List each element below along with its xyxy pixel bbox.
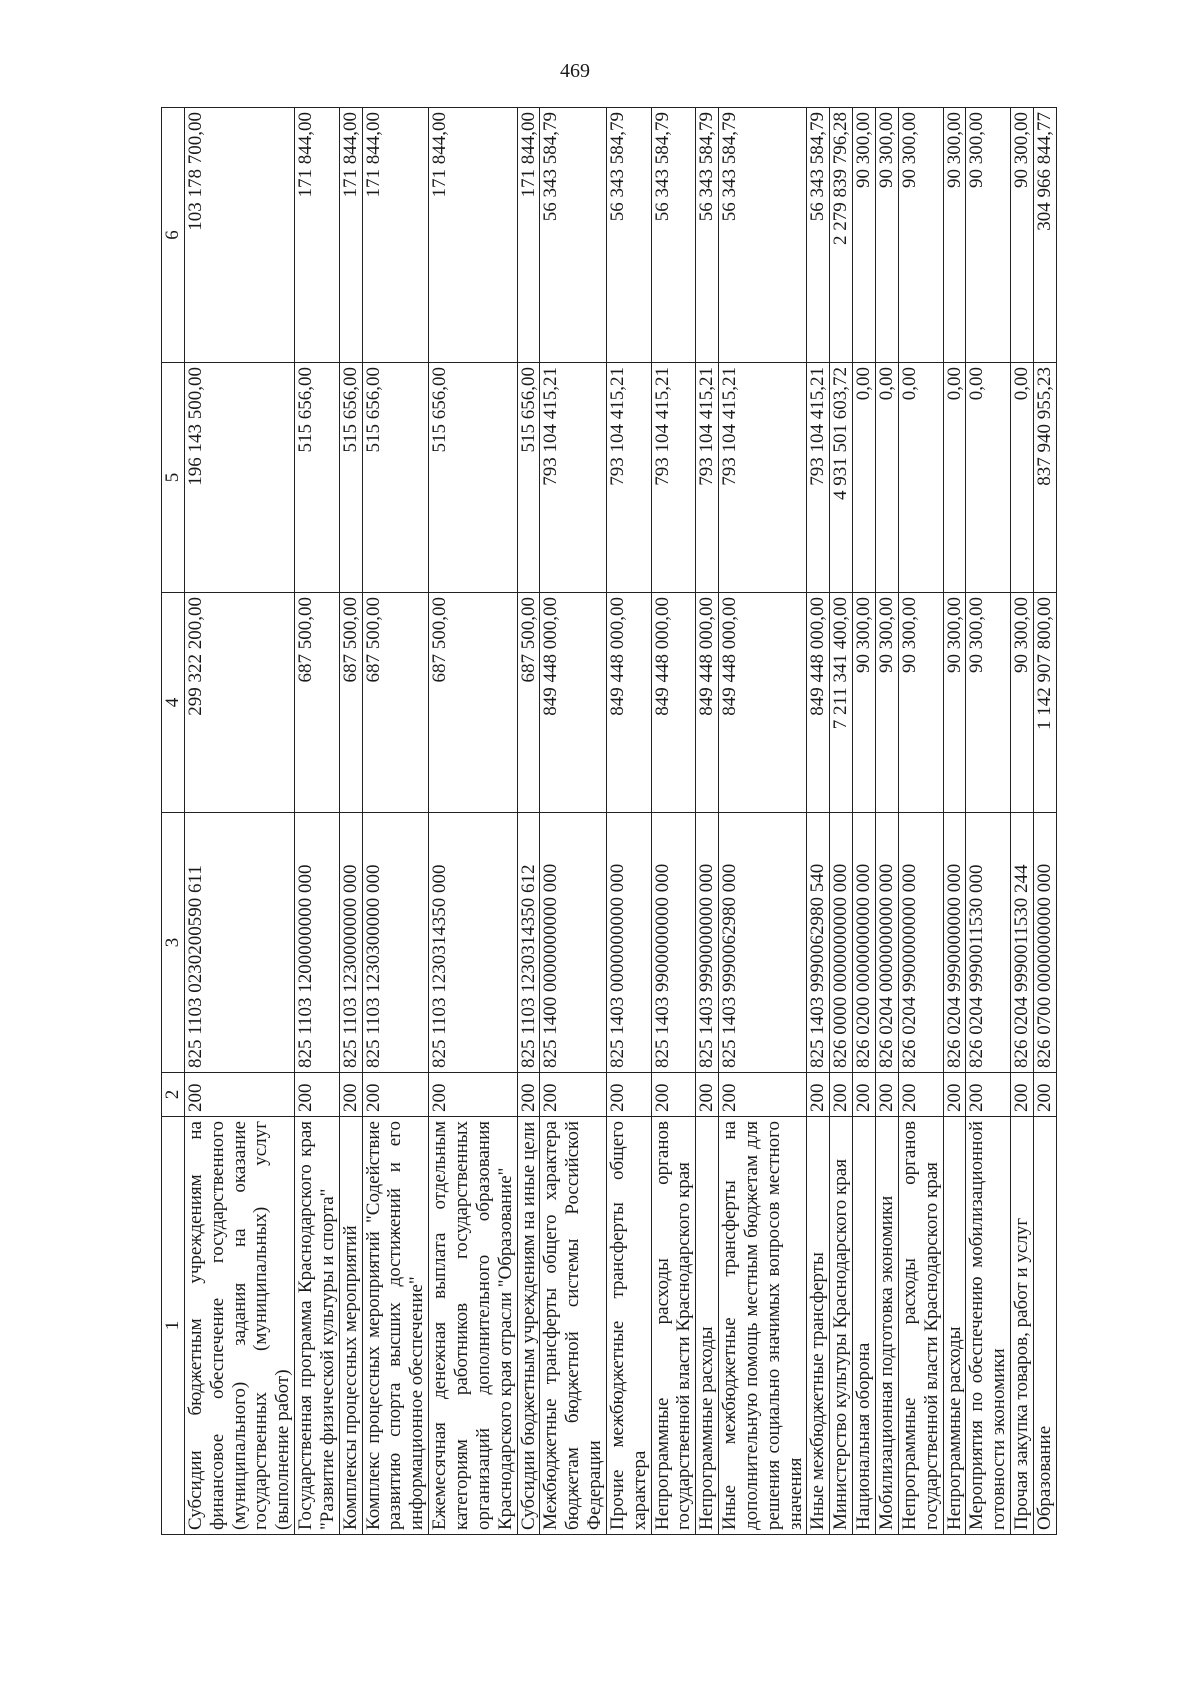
row-value-col4: 90 300,00	[966, 593, 1011, 813]
row-value-col4: 687 500,00	[429, 593, 517, 813]
row-name-cell: Мероприятия по обеспечению мобилизационной готовности экономики	[966, 1117, 1011, 1535]
row-name-cell: Мобилизационная подготовка экономики	[876, 1117, 899, 1535]
row-value-col6: 56 343 584,79	[696, 108, 719, 363]
row-value-col6: 90 300,00	[853, 108, 876, 363]
row-value-col5: 0,00	[943, 363, 966, 593]
row-code-cell: 200	[540, 1073, 607, 1117]
row-value-col5: 793 104 415,21	[651, 363, 696, 593]
row-value-col6: 90 300,00	[898, 108, 943, 363]
table-row	[719, 108, 807, 1535]
row-name-cell: Межбюджетные трансферты общего характера бюджетам бюджетной системы Российской Федерации	[540, 1117, 607, 1535]
row-value-col5: 196 143 500,00	[184, 363, 294, 593]
row-code-cell: 200	[898, 1073, 943, 1117]
row-value-col5: 4 931 501 603,72	[830, 363, 853, 593]
table-row	[606, 108, 651, 1535]
row-kbk-cell: 825 1403 9990062980 000	[719, 813, 807, 1073]
table-row	[807, 108, 830, 1535]
row-name-cell: Непрограммные расходы органов государственной власти Краснодарского края	[651, 1117, 696, 1535]
row-value-col5: 515 656,00	[362, 363, 429, 593]
row-value-col4: 687 500,00	[339, 593, 362, 813]
row-value-col4: 849 448 000,00	[696, 593, 719, 813]
table-row	[1011, 108, 1034, 1535]
table-row	[362, 108, 429, 1535]
header-col-2: 2	[162, 1073, 185, 1117]
row-value-col4: 849 448 000,00	[807, 593, 830, 813]
row-kbk-cell: 825 1403 0000000000 000	[606, 813, 651, 1073]
row-value-col5: 0,00	[853, 363, 876, 593]
row-kbk-cell: 825 1403 9990000000 000	[696, 813, 719, 1073]
table-body	[184, 108, 1056, 1535]
header-col-1: 1	[162, 1117, 185, 1535]
row-name-cell: Ежемесячная денежная выплата отдельным категориям работников государственных организаций дополнительного образования Краснодарского края отрасли "Образование"	[429, 1117, 517, 1535]
row-code-cell: 200	[184, 1073, 294, 1117]
header-col-5: 5	[162, 363, 185, 593]
row-value-col4: 90 300,00	[1011, 593, 1034, 813]
row-kbk-cell: 826 0000 0000000000 000	[830, 813, 853, 1073]
table-row	[339, 108, 362, 1535]
row-kbk-cell: 825 1103 1230314350 000	[429, 813, 517, 1073]
table-header-row	[162, 108, 185, 1535]
row-name-cell: Комплексы процессных мероприятий	[339, 1117, 362, 1535]
page-number: 469	[560, 60, 590, 82]
row-kbk-cell: 825 1103 1200000000 000	[295, 813, 340, 1073]
row-value-col6: 171 844,00	[429, 108, 517, 363]
row-name-cell: Непрограммные расходы	[943, 1117, 966, 1535]
row-value-col5: 793 104 415,21	[719, 363, 807, 593]
row-value-col6: 56 343 584,79	[807, 108, 830, 363]
row-value-col4: 90 300,00	[876, 593, 899, 813]
row-value-col4: 849 448 000,00	[719, 593, 807, 813]
row-value-col4: 849 448 000,00	[651, 593, 696, 813]
row-code-cell: 200	[807, 1073, 830, 1117]
row-value-col5: 793 104 415,21	[540, 363, 607, 593]
row-name-cell: Комплекс процессных мероприятий "Содействие развитию спорта высших достижений и его информационное обеспечение"	[362, 1117, 429, 1535]
row-code-cell: 200	[719, 1073, 807, 1117]
row-code-cell: 200	[830, 1073, 853, 1117]
row-code-cell: 200	[696, 1073, 719, 1117]
row-kbk-cell: 826 0200 0000000000 000	[853, 813, 876, 1073]
table-row	[184, 108, 294, 1535]
row-name-cell: Государственная программа Краснодарского края "Развитие физической культуры и спорта"	[295, 1117, 340, 1535]
row-value-col6: 304 966 844,77	[1033, 108, 1056, 363]
row-code-cell: 200	[1033, 1073, 1056, 1117]
table-row	[943, 108, 966, 1535]
row-name-cell: Прочие межбюджетные трансферты общего характера	[606, 1117, 651, 1535]
row-kbk-cell: 825 1103 1230000000 000	[339, 813, 362, 1073]
row-name-cell: Субсидии бюджетным учреждениям на финансовое обеспечение государственного (муниципального) задания на оказание государственных (муниципальных) услуг (выполнение работ)	[184, 1117, 294, 1535]
row-value-col4: 687 500,00	[517, 593, 540, 813]
row-value-col5: 515 656,00	[429, 363, 517, 593]
row-code-cell: 200	[295, 1073, 340, 1117]
table-row	[830, 108, 853, 1535]
row-value-col6: 2 279 839 796,28	[830, 108, 853, 363]
row-value-col6: 90 300,00	[966, 108, 1011, 363]
row-name-cell: Субсидии бюджетным учреждениям на иные цели	[517, 1117, 540, 1535]
row-name-cell: Министерство культуры Краснодарского края	[830, 1117, 853, 1535]
header-col-3: 3	[162, 813, 185, 1073]
row-value-col6: 90 300,00	[876, 108, 899, 363]
row-name-cell: Образование	[1033, 1117, 1056, 1535]
row-value-col4: 90 300,00	[853, 593, 876, 813]
row-value-col5: 0,00	[966, 363, 1011, 593]
table-row	[429, 108, 517, 1535]
row-value-col5: 0,00	[898, 363, 943, 593]
table-row	[517, 108, 540, 1535]
row-value-col5: 515 656,00	[295, 363, 340, 593]
row-code-cell: 200	[339, 1073, 362, 1117]
row-value-col5: 793 104 415,21	[807, 363, 830, 593]
table-row	[876, 108, 899, 1535]
row-value-col5: 793 104 415,21	[696, 363, 719, 593]
row-kbk-cell: 826 0204 9990011530 000	[966, 813, 1011, 1073]
row-kbk-cell: 826 0700 0000000000 000	[1033, 813, 1056, 1073]
row-value-col6: 103 178 700,00	[184, 108, 294, 363]
row-code-cell: 200	[429, 1073, 517, 1117]
table-row	[696, 108, 719, 1535]
rotated-table-container	[161, 108, 1055, 1535]
header-col-4: 4	[162, 593, 185, 813]
row-value-col6: 56 343 584,79	[606, 108, 651, 363]
row-value-col5: 0,00	[1011, 363, 1034, 593]
table-row	[1033, 108, 1056, 1535]
row-value-col6: 171 844,00	[362, 108, 429, 363]
table-row	[966, 108, 1011, 1535]
row-value-col5: 515 656,00	[517, 363, 540, 593]
row-code-cell: 200	[966, 1073, 1011, 1117]
row-kbk-cell: 826 0204 9990011530 244	[1011, 813, 1034, 1073]
row-value-col6: 171 844,00	[339, 108, 362, 363]
row-value-col5: 0,00	[876, 363, 899, 593]
row-name-cell: Иные межбюджетные трансферты	[807, 1117, 830, 1535]
row-code-cell: 200	[853, 1073, 876, 1117]
table-row	[651, 108, 696, 1535]
row-value-col4: 849 448 000,00	[606, 593, 651, 813]
row-kbk-cell: 825 1103 1230314350 612	[517, 813, 540, 1073]
row-value-col5: 793 104 415,21	[606, 363, 651, 593]
row-name-cell: Иные межбюджетные трансферты на дополнительную помощь местным бюджетам для решения социально значимых вопросов местного значения	[719, 1117, 807, 1535]
row-value-col5: 515 656,00	[339, 363, 362, 593]
row-code-cell: 200	[606, 1073, 651, 1117]
row-kbk-cell: 826 0204 9900000000 000	[898, 813, 943, 1073]
row-value-col6: 90 300,00	[1011, 108, 1034, 363]
row-value-col6: 171 844,00	[517, 108, 540, 363]
row-kbk-cell: 826 0204 9990000000 000	[943, 813, 966, 1073]
table-row	[898, 108, 943, 1535]
row-kbk-cell: 825 1400 0000000000 000	[540, 813, 607, 1073]
row-value-col6: 56 343 584,79	[651, 108, 696, 363]
row-kbk-cell: 825 1103 1230300000 000	[362, 813, 429, 1073]
row-code-cell: 200	[1011, 1073, 1034, 1117]
row-name-cell: Непрограммные расходы	[696, 1117, 719, 1535]
row-name-cell: Национальная оборона	[853, 1117, 876, 1535]
row-code-cell: 200	[876, 1073, 899, 1117]
table-row	[540, 108, 607, 1535]
table-row	[295, 108, 340, 1535]
row-value-col6: 56 343 584,79	[719, 108, 807, 363]
row-value-col4: 7 211 341 400,00	[830, 593, 853, 813]
row-kbk-cell: 825 1403 9990062980 540	[807, 813, 830, 1073]
row-value-col4: 299 322 200,00	[184, 593, 294, 813]
row-kbk-cell: 825 1403 9900000000 000	[651, 813, 696, 1073]
row-value-col5: 837 940 955,23	[1033, 363, 1056, 593]
row-value-col4: 687 500,00	[362, 593, 429, 813]
row-value-col4: 90 300,00	[898, 593, 943, 813]
row-name-cell: Прочая закупка товаров, работ и услуг	[1011, 1117, 1034, 1535]
row-value-col4: 687 500,00	[295, 593, 340, 813]
table-row	[853, 108, 876, 1535]
row-name-cell: Непрограммные расходы органов государственной власти Краснодарского края	[898, 1117, 943, 1535]
row-value-col4: 849 448 000,00	[540, 593, 607, 813]
budget-table	[161, 107, 1057, 1535]
row-code-cell: 200	[943, 1073, 966, 1117]
row-code-cell: 200	[651, 1073, 696, 1117]
row-value-col4: 90 300,00	[943, 593, 966, 813]
row-value-col6: 171 844,00	[295, 108, 340, 363]
header-col-6: 6	[162, 108, 185, 363]
row-value-col6: 90 300,00	[943, 108, 966, 363]
row-kbk-cell: 826 0204 0000000000 000	[876, 813, 899, 1073]
row-code-cell: 200	[517, 1073, 540, 1117]
row-value-col6: 56 343 584,79	[540, 108, 607, 363]
row-value-col4: 1 142 907 800,00	[1033, 593, 1056, 813]
row-kbk-cell: 825 1103 0230200590 611	[184, 813, 294, 1073]
row-code-cell: 200	[362, 1073, 429, 1117]
